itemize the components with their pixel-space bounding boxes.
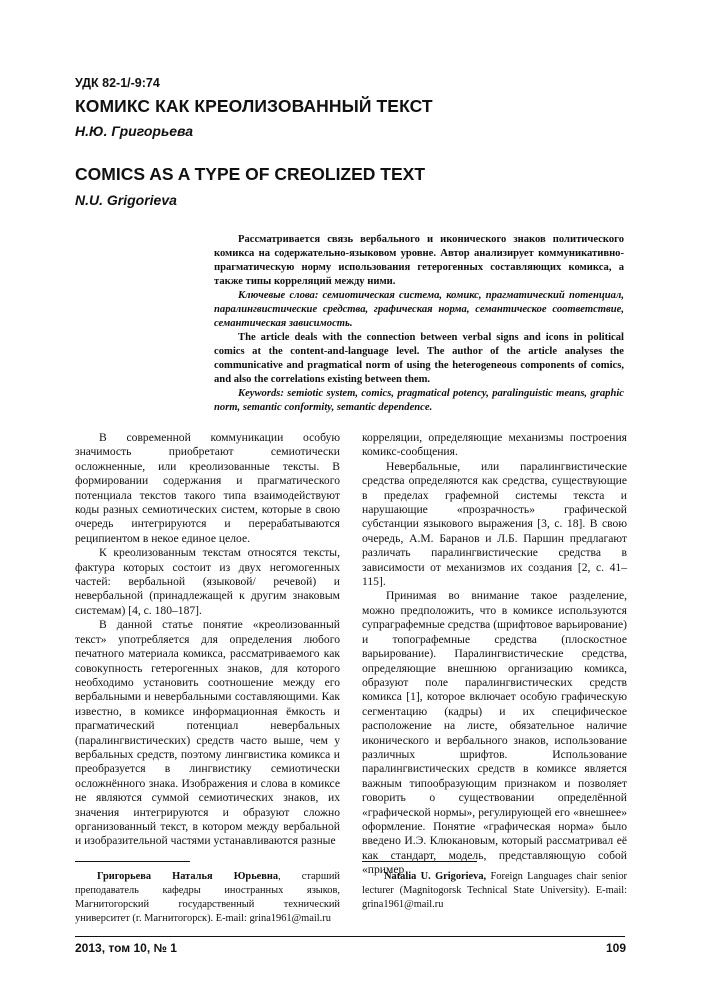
udk-code: УДК 82-1/-9:74 [75, 76, 160, 90]
body-paragraph: Невербальные, или паралингвистические средства определяются как средства, существующие в пределах графемной системы текста и нарушающие «прозрачность» графической субстанции языкового выражения [3, с. 18]. В свою очередь, А.М. Баранов и Л.Б. Паршин предлагают различать паралингвистические средства в зависимости от механизмов их создания [2, с. 41–115]. [362, 459, 627, 589]
footnote-author-ru [75, 870, 340, 926]
author-name-ru: Н.Ю. Григорьева [75, 123, 194, 139]
footnote-author-info-ru: , старший преподаватель кафедры иностранных языков, Магнитогорский государственный технический университет (г. Магнитогорск). E-mail: grina1961@mail.ru [75, 871, 340, 924]
body-paragraph: Принимая во внимание такое разделение, можно предположить, что в комиксе используются супраграфемные средства (шрифтовое варьирование) и топографемные средства (плоскостное варьирование). Паралингвистические средства, определяющие внешнюю организацию комикса, образуют поле паралингвистических средств комикса [1], которое включает особую графическую сегментацию (кадры) и их специфическое расположение на листе, обязательное наличие иконического и вербального знаков, использование различных шрифтов. Использование паралингвистических средств в комиксе является важным типообразующим признаком и позволяет говорить о существовании определённой «графической нормы», регулирующей его «внешнее» оформление. Понятие «графическая норма» было введено И.Э. Клюкановым, который рассматривал её как стандарт, модель, представляющую собой «пример [362, 589, 627, 877]
footnote-author-en [362, 870, 627, 912]
body-paragraph: корреляции, определяющие механизмы построения комикс-сообщения. [362, 431, 627, 459]
abstract-en-text: The article deals with the connection between verbal signs and icons in political comics at the content-and-language level. The author of the article analyses the communicative and pragmatical norm of using the heterogeneous components of comics, and also the correlations existing between them. [214, 332, 624, 385]
body-column-right [362, 431, 627, 878]
keywords-en: Keywords: semiotic system, comics, pragmatical potency, paralinguistic means, graphic norm, semantic conformity, semantic dependence. [214, 388, 624, 413]
body-paragraph: В данной статье понятие «креолизованный текст» употребляется для определения любого печатного материала комикса, рассматриваемого как совокупность гетерогенных знаков, для которого необходимо установить соотношение между его вербальными и невербальными составляющими. Как известно, в комиксе информационная ёмкость и прагматический потенциал невербальных (паралингвистических) средств часто выше, чем у вербальных средств, поэтому лингвистика комикса и преобразуется в лингвистику семиотически осложнённого знака. Изображения и слова в комиксе не являются суммой семиотических знаков, их значения интегрируются и образуют сложно организованный текст, в котором между вербальной и изобразительной частями устанавливаются разные [75, 618, 340, 848]
keywords-ru: Ключевые слова: семиотическая система, комикс, прагматический потенциал, паралингвистические средства, графическая норма, семантическое соответствие, семантическая зависимость. [214, 290, 624, 329]
article-title-ru: КОМИКС КАК КРЕОЛИЗОВАННЫЙ ТЕКСТ [75, 96, 433, 116]
body-paragraph: К креолизованным текстам относятся тексты, фактура которых состоит из двух негомогенных частей: вербальной (языковой/ речевой) и невербальной (принадлежащей к другим знаковым системам) [4, с. 180–187]. [75, 546, 340, 617]
footnote-author-info-en: Foreign Languages chair senior lecturer (Magnitogorsk Technical State University). E-mail: grina1961@mail.ru [362, 871, 627, 910]
footnote-author-name-en: Natalia U. Grigorieva, [384, 871, 487, 882]
body-column-left [75, 431, 340, 849]
footer-divider [75, 936, 625, 937]
article-title-en: COMICS AS A TYPE OF CREOLIZED TEXT [75, 164, 426, 184]
page-number: 109 [605, 941, 626, 955]
abstract-ru-text: Рассматривается связь вербального и иконического знаков политического комикса на содержательно-языковом уровне. Автор анализирует коммуникативно-прагматическую норму использования гетерогенных составляющих комикса, а также типы корреляций между ними. [214, 234, 624, 287]
footnote-divider-left [75, 861, 190, 862]
journal-issue: 2013, том 10, № 1 [75, 941, 177, 955]
footnote-divider-right [362, 861, 477, 862]
abstract-en [214, 331, 624, 415]
abstract-ru [214, 233, 624, 331]
author-name-en: N.U. Grigorieva [75, 192, 177, 208]
body-paragraph: В современной коммуникации особую значимость приобретают семиотически осложненные, или креолизованные тексты. В формировании содержания и прагматического потенциала текстов такого типа взаимодействуют коды разных семиотических систем, которые в свою очередь интегрируются и перерабатываются реципиентом в некое единое целое. [75, 431, 340, 545]
footnote-author-name-ru: Григорьева Наталья Юрьевна [97, 871, 279, 882]
